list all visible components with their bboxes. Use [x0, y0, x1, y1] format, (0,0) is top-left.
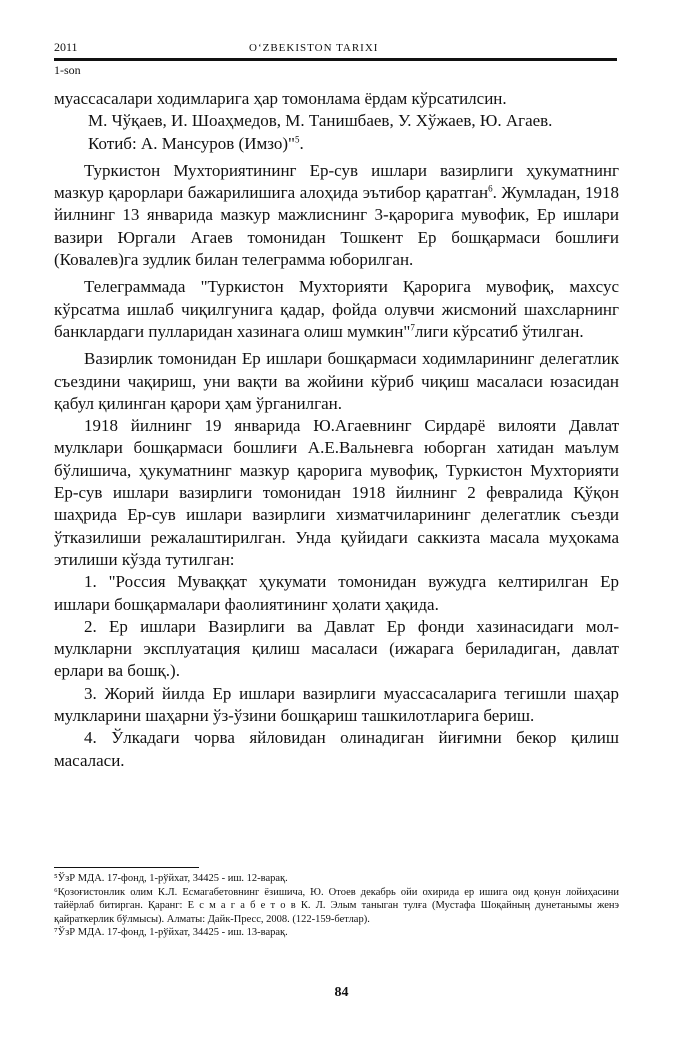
paragraph [54, 276, 619, 343]
footnotes [54, 872, 619, 940]
header-issue: 1-son [54, 63, 81, 77]
header-rule [54, 58, 617, 61]
footnote-ref-6: 6 [488, 183, 493, 194]
header-year: 2011 [54, 40, 78, 54]
list-item: 1. "Россия Муваққат ҳукумати томонидан вужудга келтирилган Ер ишлари бошқармалари фаолиятининг ҳолати ҳақида. [54, 572, 619, 614]
page-number: 84 [334, 985, 349, 1000]
list-item: 3. Жорий йилда Ер ишлари вазирлиги муассасаларига тегишли шаҳар мулкларини шаҳарни ўз-ўзини бошқариш ташкилотларига бериш. [54, 683, 619, 726]
list-item: 4. Ўлкадаги чорва яйловидан олинадиган йиғимни бекор қилиш масаласи. [54, 728, 619, 770]
paragraph-text: . Жумладан, 1918 йилнинг 13 январида мазкур мажлиснинг 3-қарорига мувофик, Ер ишлари вазири Юргали Агаев томонидан Тошкент Ер бошқармаси бошлиғи (Ковалев)га зудлик билан телеграмма юборилган. [54, 183, 619, 270]
paragraph-text: Туркистон Мухториятининг Ер-сув ишлари вазирлиги ҳукуматнинг мазкур қарорлари бажарилишига алоҳида эътибор қаратган [54, 160, 619, 203]
footnote-7: ⁷ЎзР МДА. 17-фонд, 1-рўйхат, 34425 - иш. 13-варақ. [54, 927, 288, 938]
paragraph: муассасалари ходимларига ҳар томонлама ёрдам кўрсатилсин. [54, 89, 507, 108]
footnote-6: ⁶Қозоғистонлик олим К.Л. Есмагабетовнинг ёзишича, Ю. Отоев декабрь ойи охирида ер ишига оид қонун лойиҳасини тайёрлаб битирган. Қаранг: Е с м а г а б е т о в К. Л. Элым таныган тулға (Мустафа Шоқайның дунетанымы женэ қайраткерлик бўлмысы). Алматы: Дайк-Пресс, 2008. (122-159-бетлар). [54, 886, 619, 925]
secretary-text: Котиб: А. Мансуров (Имзо)" [88, 133, 295, 153]
footnote-ref-5: 5 [294, 133, 300, 144]
header-journal-title: O‘ZBEKISTON TARIXI [249, 42, 379, 54]
footnote-ref-7: 7 [410, 322, 415, 333]
list-item: 2. Ер ишлари Вазирлиги ва Давлат Ер фонди хазинасидаги мол-мулкларни эксплуатация қилиш масаласи (ижарага бериладиган, давлат ерлари ва бошқ.). [54, 616, 619, 681]
signatories: М. Чўқаев, И. Шоаҳмедов, М. Танишбаев, У. Хўжаев, Ю. Агаев. [88, 111, 553, 131]
paragraph: Вазирлик томонидан Ер ишлари бошқармаси ходимларининг делегатлик съездини чақириш, уни вақти ва жойини кўриб чиқиш масаласи юзасидан қабул қилинган қарори ҳам ўрганилган. [54, 349, 619, 413]
footnote-5: ⁵ЎзР МДА. 17-фонд, 1-рўйхат, 34425 - иш. 12-варақ. [54, 873, 288, 884]
footnote-rule [54, 867, 199, 868]
paragraph-text: Телеграммада "Туркистон Мухторияти Қарорига мувофиқ, махсус кўрсатма ишлаб чиқилгунига қадар, фойда олувчи жисмоний шахсларнинг банклардаги пулларидан хазинага олиш мумкин" [54, 277, 619, 341]
body-text [54, 88, 619, 772]
paragraph [54, 160, 619, 271]
paragraph: 1918 йилнинг 19 январида Ю.Агаевнинг Сирдарё вилояти Давлат мулклари бошқармаси бошлиғи А.Е.Вальневга юборган хатидан маълум бўлишича, ҳукуматнинг мазкур қарорига мувофиқ, Туркистон Мухторияти Ер-сув ишлари вазирлиги томонидан 1918 йилнинг 2 февралида Қўқон шаҳрида Ер-сув ишлари вазирлиги хизматчиларининг делегатлик съезди ўтказилиши режалаштирилган. Унда қуйидаги саккизта масала муҳокама этилиши кўзда тутилган: [54, 416, 619, 569]
secretary-line: Котиб: А. Мансуров (Имзо)"$^5$. [88, 133, 304, 153]
paragraph-text: лиги кўрсатиб ўтилган. [414, 321, 584, 341]
